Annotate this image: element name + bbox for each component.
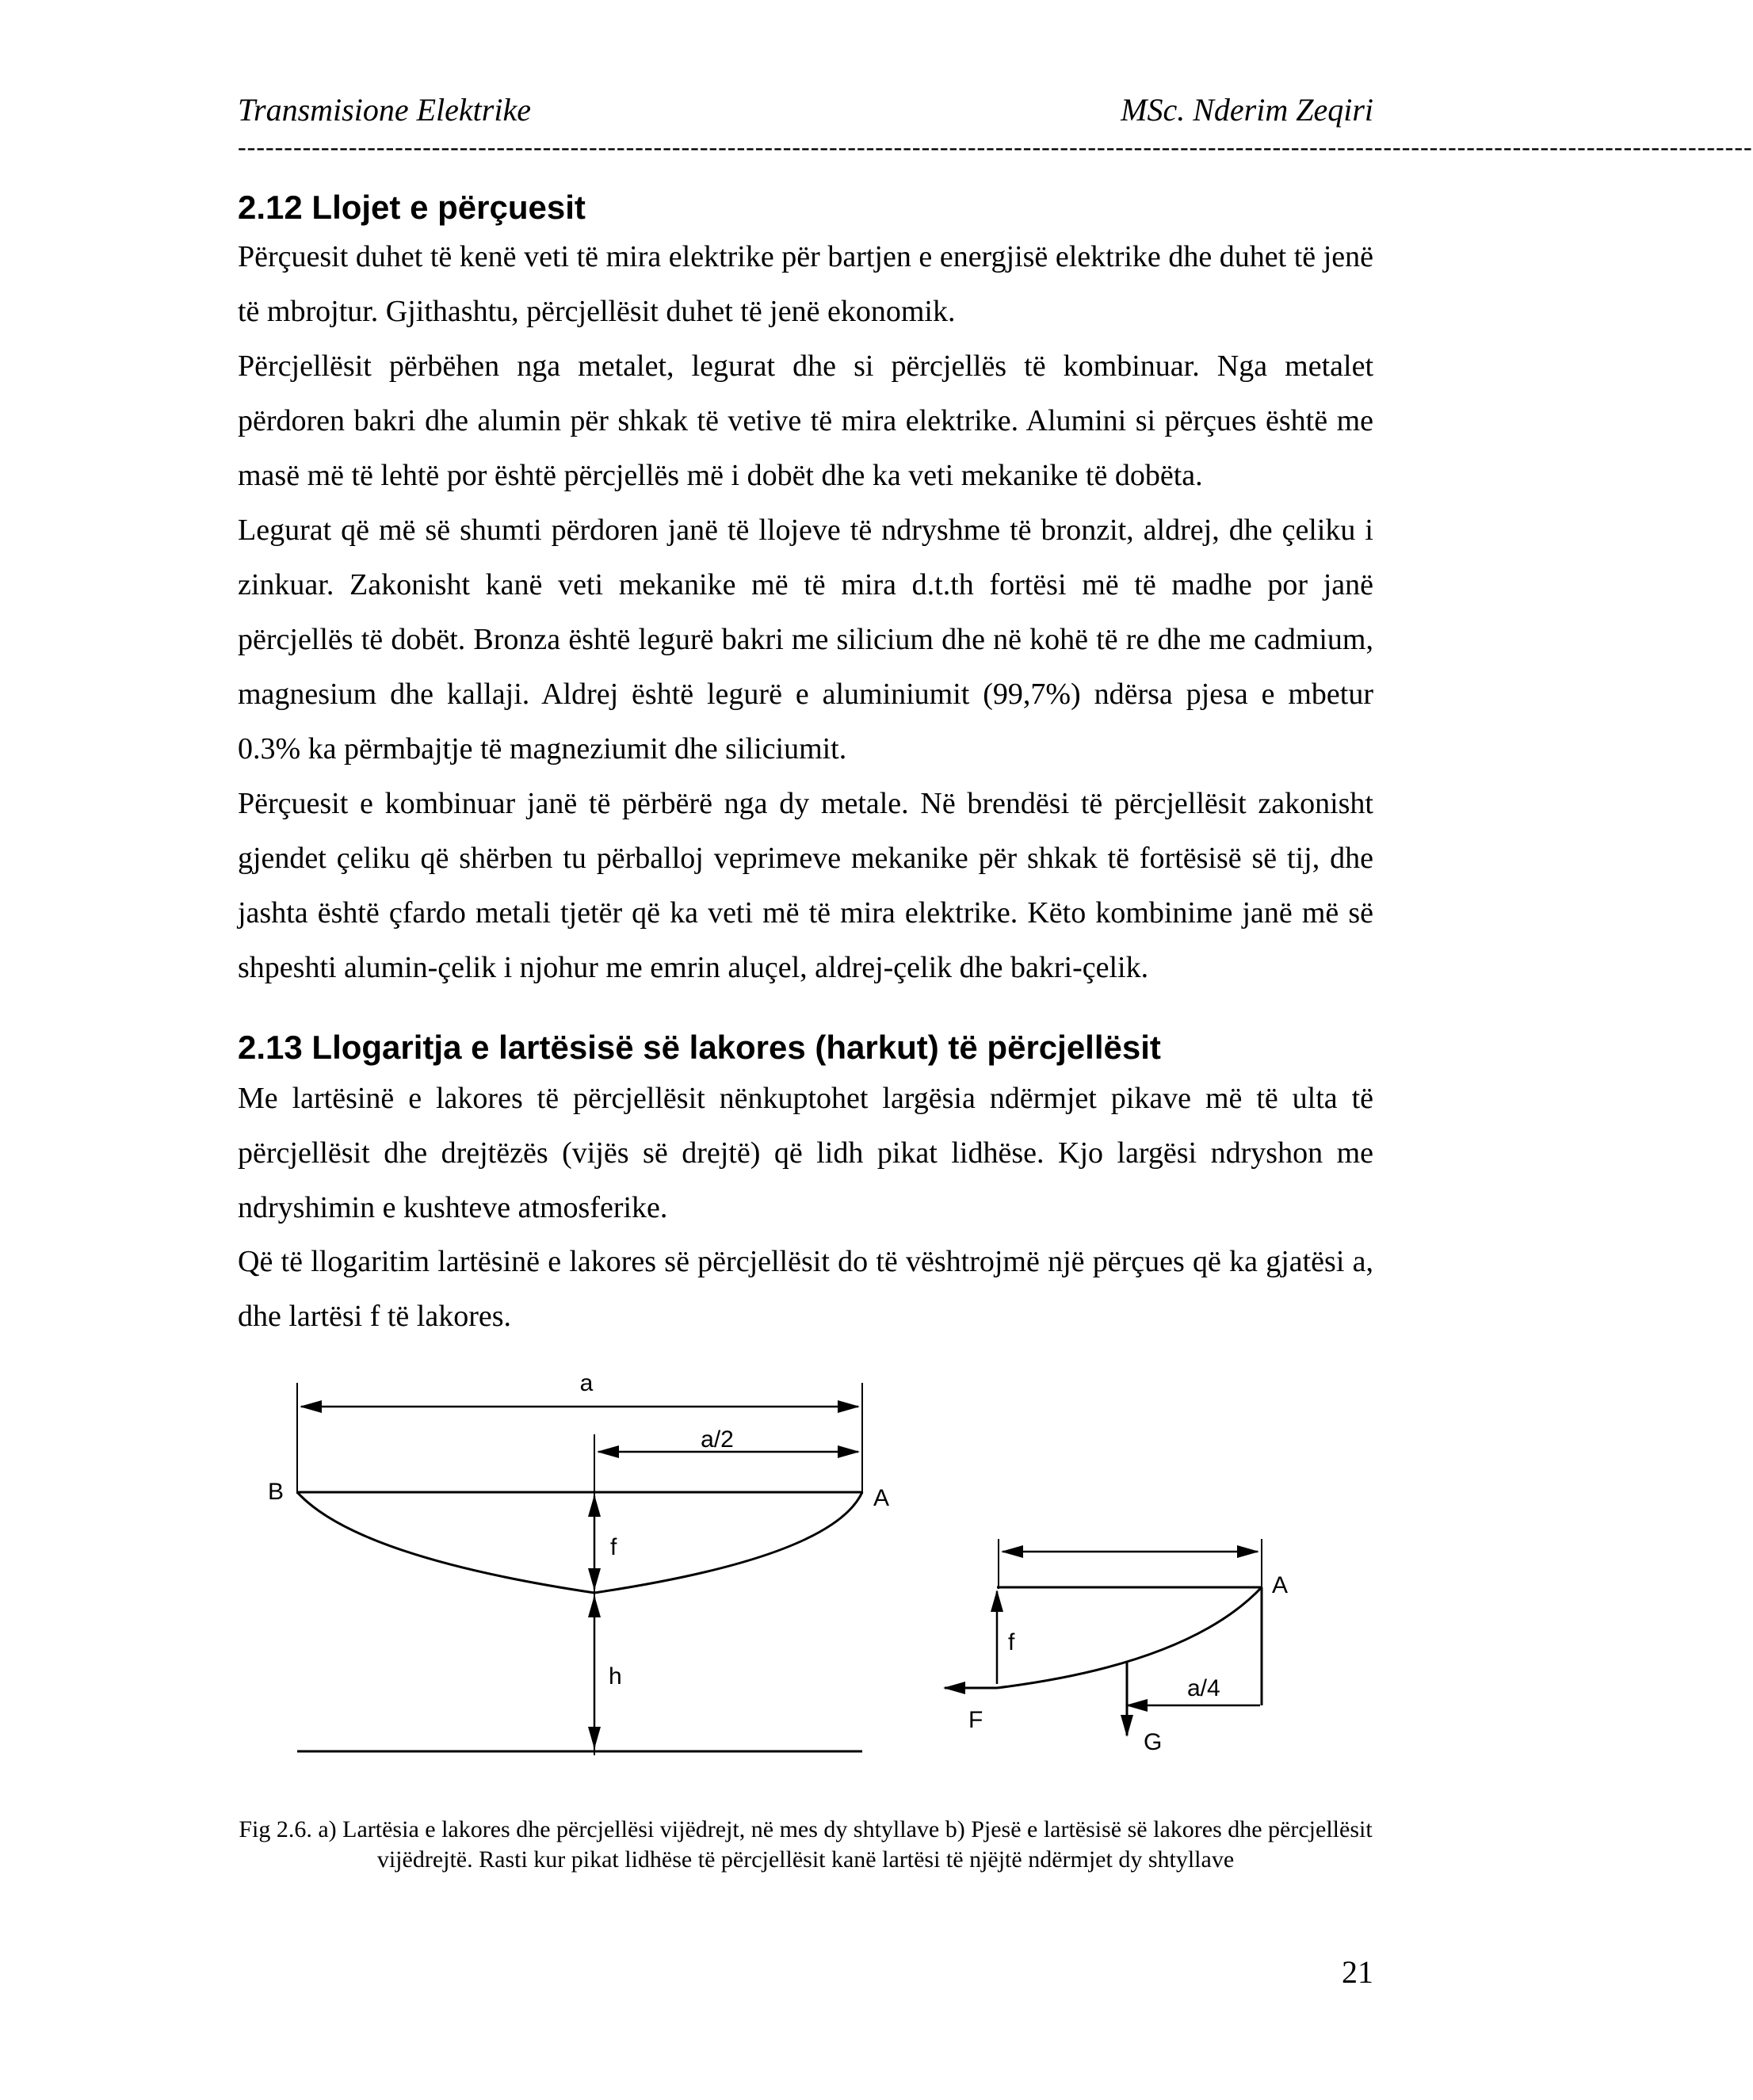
header-author: MSc. Nderim Zeqiri [1121, 92, 1373, 128]
label-f: f [610, 1534, 617, 1560]
label-B: B [268, 1479, 285, 1505]
label-a-half: a/2 [701, 1426, 734, 1453]
header-dashed-rule: -------------------------------------------------------------------------------------------------------------------------------------------------------------------- [238, 132, 1753, 161]
figure-b-half-span-diagram [945, 1539, 1288, 1755]
section-heading-2-13: 2.13 Llogaritja e lartësisë së lakores (harkut) të përcjellësit [238, 1029, 1161, 1066]
paragraph: Përçuesit duhet të kenë veti të mira elektrike për bartjen e energjisë elektrike dhe duhet të jenë të mbrojtur. Gjithashtu, përcjellësit duhet të jenë ekonomik. [238, 240, 1373, 328]
figure-caption: Fig 2.6. a) Lartësia e lakores dhe përcjellësi vijëdrejt, në mes dy shtyllave b) Pjesë e lartësisë së lakores dhe përcjellësit vijëdrejtë. Rasti kur pikat lidhëse të përcjellësit kanë lartësi të njëjtë ndërmjet dy shtyllave [239, 1816, 1373, 1873]
header-course-title: Transmisione Elektrike [238, 92, 531, 128]
paragraph: Me lartësinë e lakores të përcjellësit nënkuptohet largësia ndërmjet pikave më të ulta të përcjellësit dhe drejtëzës (vijës së drejtë) që lidh pikat lidhëse. Kjo largësi ndryshon me ndryshimin e kushteve atmosferike. [238, 1082, 1373, 1224]
label-a-quarter: a/4 [1187, 1675, 1220, 1701]
label-F: F [968, 1707, 983, 1733]
label-A: A [873, 1485, 890, 1511]
paragraph: Përçuesit e kombinuar janë të përbërë nga dy metale. Në brendësi të përcjellësit zakonisht gjendet çeliku që shërben tu përballoj veprimeve mekanike për shkak të fortësisë së tij, dhe jashta është çfardo metali tjetër që ka veti më të mira elektrike. Këto kombinime janë më së shpeshti alumin-çelik i njohur me emrin aluçel, aldrej-çelik dhe bakri-çelik. [238, 787, 1373, 984]
half-conductor-curve [997, 1587, 1262, 1688]
page-number: 21 [1342, 1954, 1373, 1990]
page-header [238, 91, 1373, 131]
sagging-conductor-curve [297, 1492, 862, 1593]
paragraph: Përcjellësit përbëhen nga metalet, legurat dhe si përcjellës të kombinuar. Nga metalet përdoren bakri dhe alumin për shkak të vetive të mira elektrike. Alumini si përçues është me masë më të lehtë por është përcjellës më i dobët dhe ka veti mekanike të dobëta. [238, 349, 1373, 492]
paragraph: Legurat që më së shumti përdoren janë të llojeve të ndryshme të bronzit, aldrej, dhe çeliku i zinkuar. Zakonisht kanë veti mekanike më të mira d.t.th fortësi më të madhe por janë përcjellës të dobët. Bronza është legurë bakri me silicium dhe në kohë të re dhe me cadmium, magnesium dhe kallaji. Aldrej është legurë e aluminiumit (99,7%) ndërsa pjesa e mbetur 0.3% ka përmbajtje të magneziumit dhe siliciumit. [238, 514, 1373, 766]
label-G: G [1144, 1729, 1163, 1755]
section-heading-2-12: 2.12 Llojet e përçuesit [238, 189, 586, 226]
label-A: A [1272, 1572, 1289, 1598]
label-a: a [579, 1370, 594, 1396]
label-h: h [609, 1663, 622, 1690]
conductor-sag-figure [238, 1355, 1373, 1807]
label-f: f [1008, 1629, 1015, 1655]
paragraph: Që të llogaritim lartësinë e lakores së përcjellësit do të vështrojmë një përçues që ka gjatësi a, dhe lartësi f të lakores. [238, 1245, 1373, 1333]
figure-a-span-diagram [268, 1370, 889, 1755]
